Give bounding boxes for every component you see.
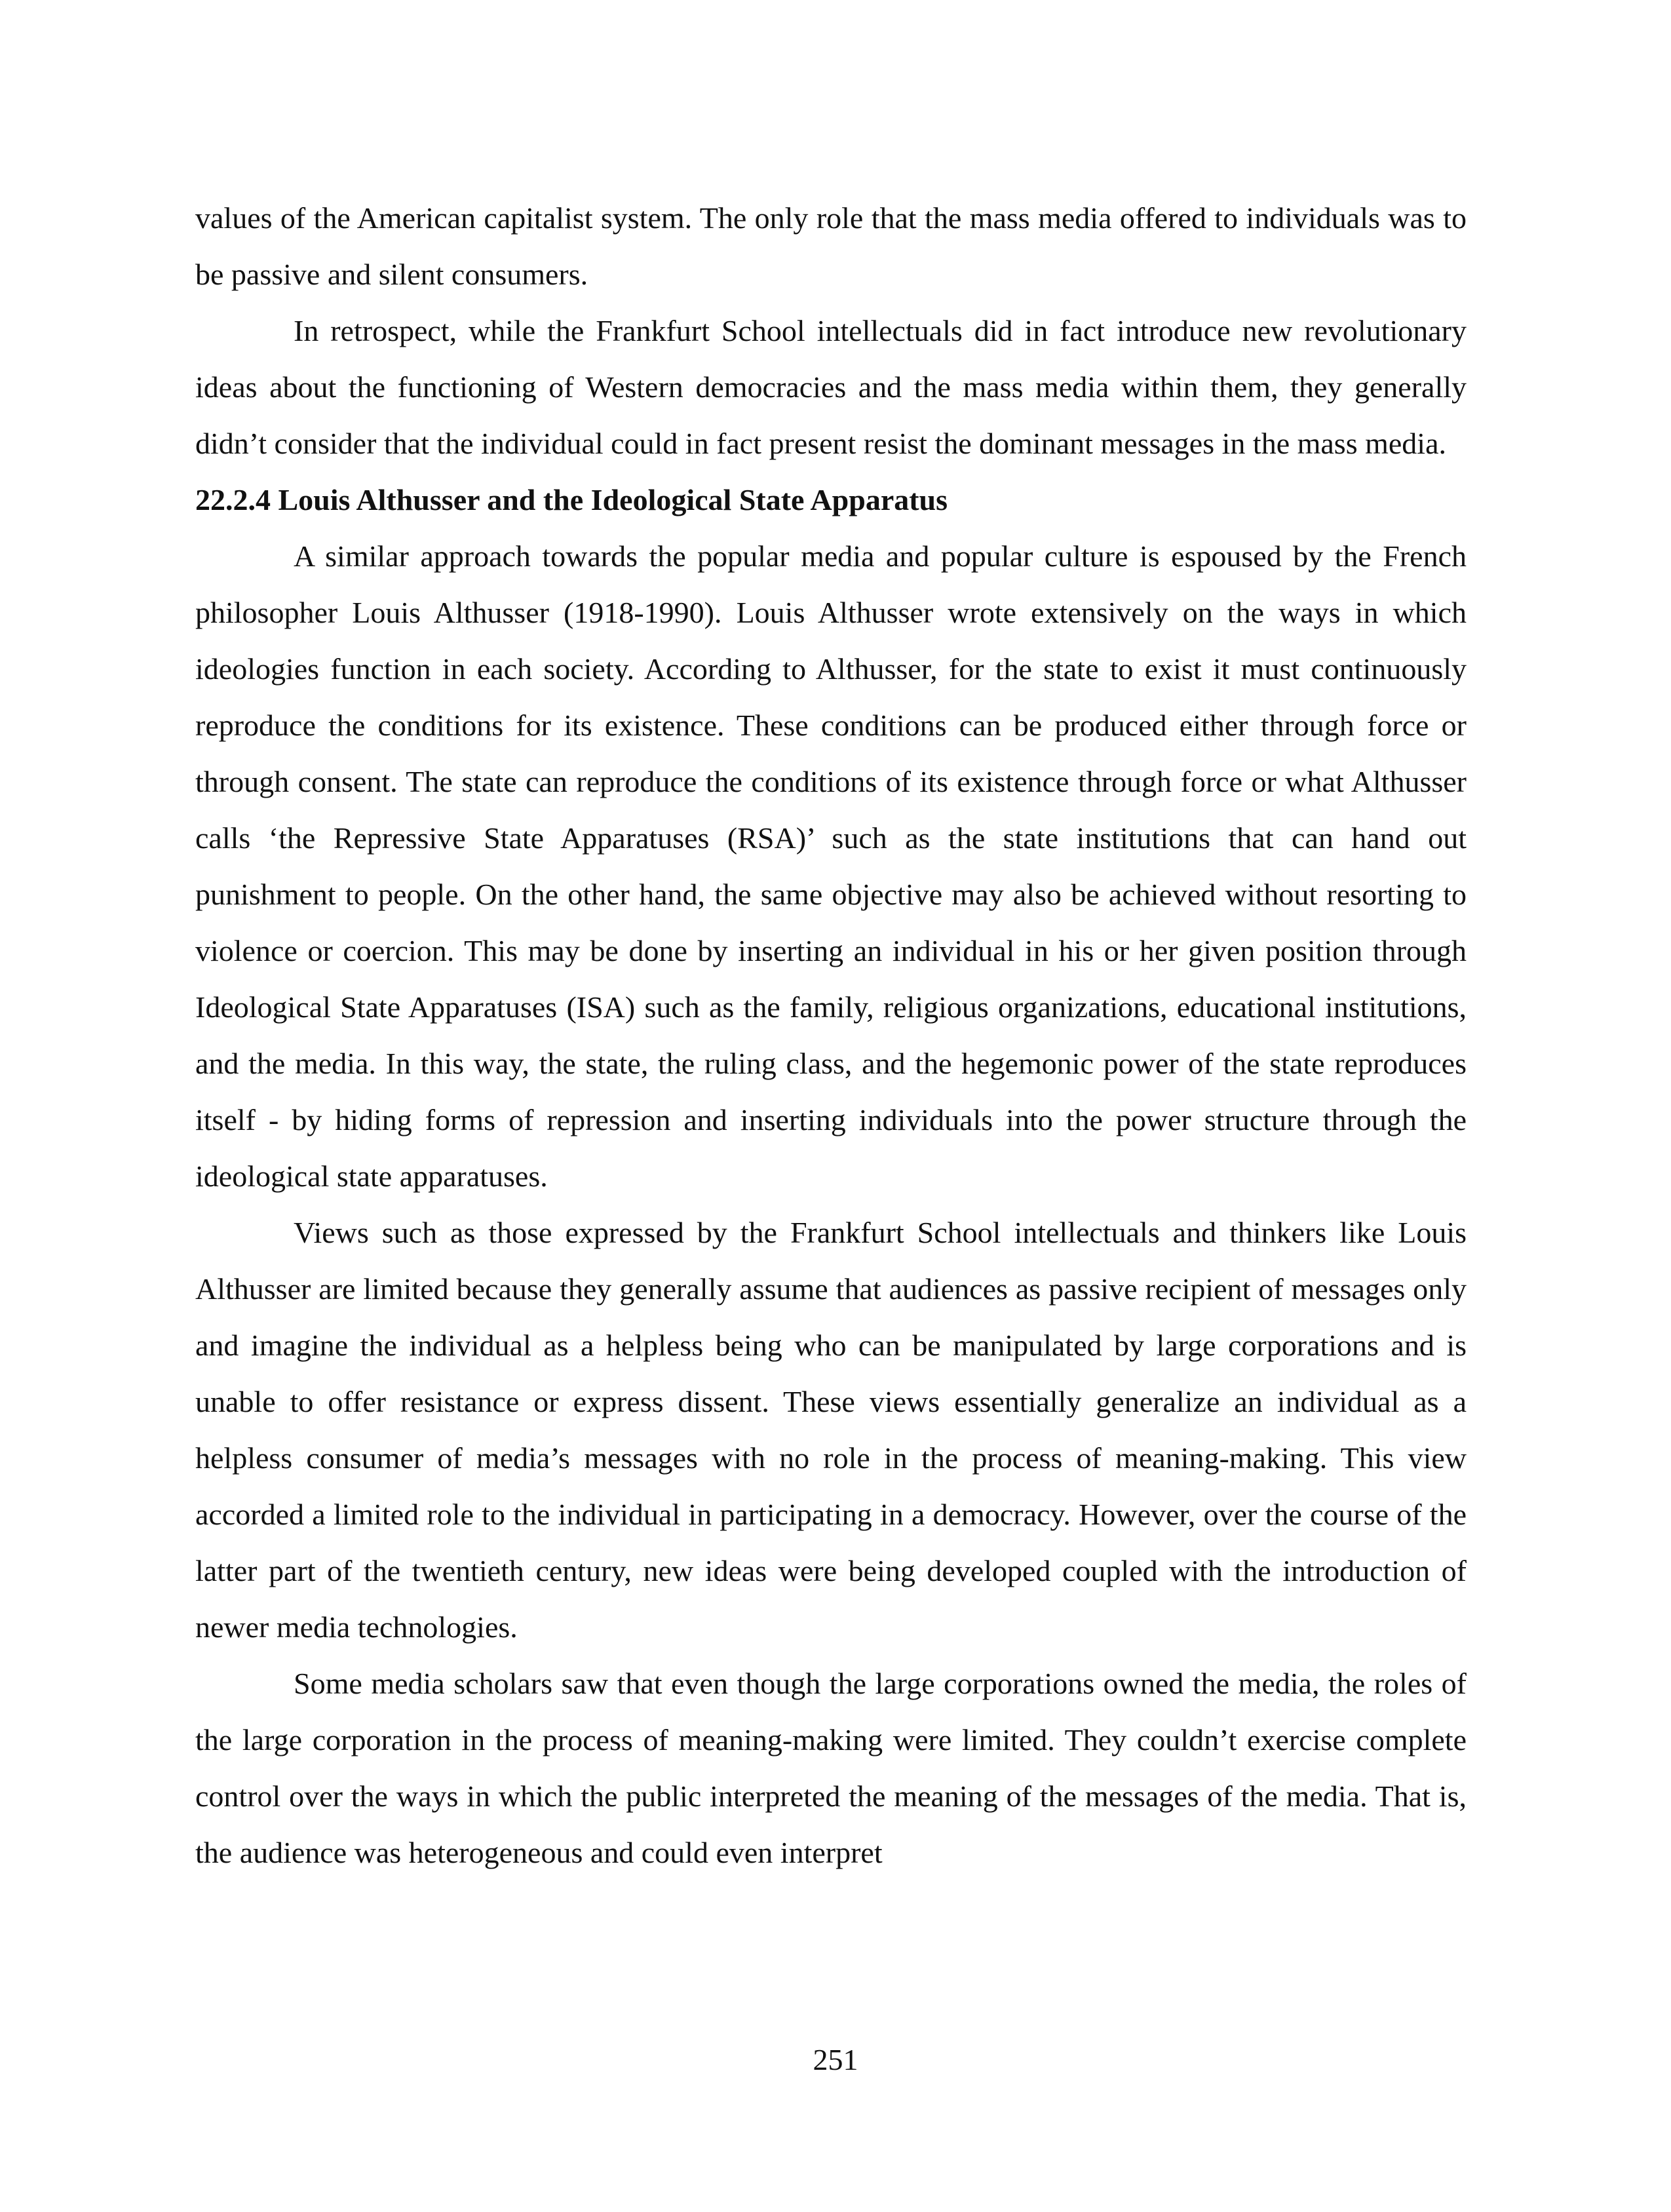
paragraph-continuation: values of the American capitalist system. The only role that the mass media offered to individuals was to be passive and silent consumers.: [195, 201, 1467, 291]
page-body: [195, 190, 1467, 1881]
paragraph-frankfurt-retrospect: In retrospect, while the Frankfurt School intellectuals did in fact introduce new revolutionary ideas about the functioning of Western democracies and the mass media within them, they generally didn’t consider that the individual could in fact present resist the dominant messages in the mass media.: [195, 314, 1467, 460]
paragraph-media-scholars: Some media scholars saw that even though the large corporations owned the media, the roles of the large corporation in the process of meaning-making were limited. They couldn’t exercise complete control over the ways in which the public interpreted the meaning of the messages of the media. That is, the audience was heterogeneous and could even interpret: [195, 1667, 1467, 1869]
section-heading: 22.2.4 Louis Althusser and the Ideological State Apparatus: [195, 483, 948, 516]
page-number: 251: [813, 2043, 858, 2076]
paragraph-althusser: A similar approach towards the popular media and popular culture is espoused by the French philosopher Louis Althusser (1918-1990). Louis Althusser wrote extensively on the ways in which ideologies function in each society. According to Althusser, for the state to exist it must continuously reproduce the conditions for its existence. These conditions can be produced either through force or through consent. The state can reproduce the conditions of its existence through force or what Althusser calls ‘the Repressive State Apparatuses (RSA)’ such as the state institutions that can hand out punishment to people. On the other hand, the same objective may also be achieved without resorting to violence or coercion. This may be done by inserting an individual in his or her given position through Ideological State Apparatuses (ISA) such as the family, religious organizations, educational institutions, and the media. In this way, the state, the ruling class, and the hegemonic power of the state reproduces itself - by hiding forms of repression and inserting individuals into the power structure through the ideological state apparatuses.: [195, 539, 1467, 1193]
paragraph-limited-views: Views such as those expressed by the Frankfurt School intellectuals and thinkers like Louis Althusser are limited because they generally assume that audiences as passive recipient of messages only and imagine the individual as a helpless being who can be manipulated by large corporations and is unable to offer resistance or express dissent. These views essentially generalize an individual as a helpless consumer of media’s messages with no role in the process of meaning-making. This view accorded a limited role to the individual in participating in a democracy. However, over the course of the latter part of the twentieth century, new ideas were being developed coupled with the introduction of newer media technologies.: [195, 1216, 1467, 1644]
